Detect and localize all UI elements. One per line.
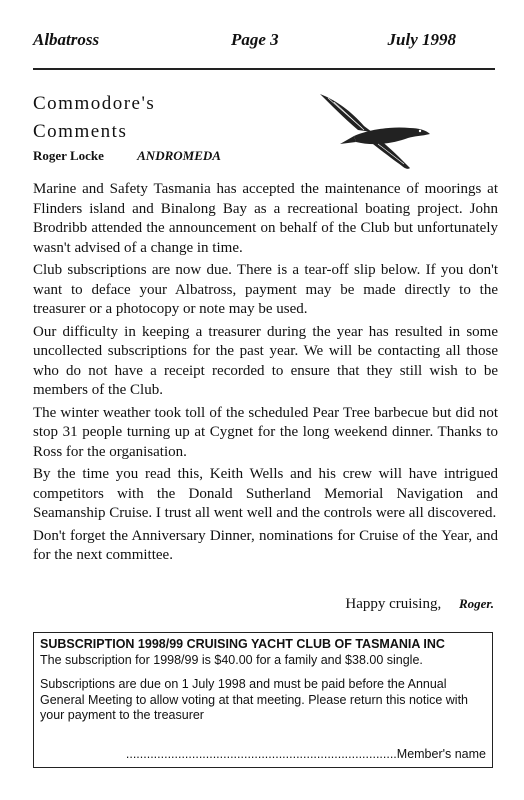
byline bbox=[33, 148, 221, 164]
closing-signoff bbox=[345, 596, 494, 613]
slip-fee-line: The subscription for 1998/99 is $40.00 for a family and $38.00 single. bbox=[40, 652, 423, 667]
publication-name: Albatross bbox=[33, 30, 100, 49]
article-title bbox=[33, 90, 293, 146]
page-number: Page 3 bbox=[231, 30, 279, 49]
article-body bbox=[33, 180, 498, 569]
slip-due-text: Subscriptions are due on 1 July 1998 and must be paid before the Annual General Meeting to allow voting at that meeting. Please return this notice with your payment to the treasurer bbox=[40, 677, 469, 722]
issue-date: July 1998 bbox=[387, 30, 456, 49]
subscription-slip bbox=[33, 632, 493, 768]
signature: Roger. bbox=[458, 596, 494, 611]
paragraph: Our difficulty in keeping a treasurer during the year has resulted in some uncollected subscriptions for the past year. We will be contacting all those who do not have a receipt recorded to ensure that they still wish to be members of the Club. bbox=[33, 323, 498, 398]
paragraph: The winter weather took toll of the scheduled Pear Tree barbecue but did not stop 31 people turning up at Cygnet for the long weekend dinner. Thanks to Ross for the organisation. bbox=[33, 404, 498, 460]
member-name-field[interactable]: ..............................................................................Member's name bbox=[125, 746, 486, 761]
boat-name: ANDROMEDA bbox=[137, 148, 221, 163]
albatross-bird-icon bbox=[318, 92, 438, 172]
paragraph: Marine and Safety Tasmania has accepted the maintenance of moorings at Flinders island and Binalong Bay as a recreational boating project. John Brodribb attended the announcement on behalf of the Club but unfortunately wasn't advised of a change in time. bbox=[33, 181, 498, 256]
paragraph: Don't forget the Anniversary Dinner, nominations for Cruise of the Year, and for the next committee. bbox=[33, 527, 498, 563]
page-header bbox=[33, 30, 494, 56]
closing-text: Happy cruising, bbox=[345, 596, 442, 612]
header-divider bbox=[33, 68, 495, 70]
paragraph: Club subscriptions are now due. There is a tear-off slip below. If you don't want to deface your Albatross, payment may be made directly to the treasurer or a photocopy or note may be used. bbox=[33, 262, 498, 317]
slip-title: SUBSCRIPTION 1998/99 CRUISING YACHT CLUB OF TASMANIA INC bbox=[40, 637, 445, 651]
title-line-2: Comments bbox=[33, 121, 128, 142]
paragraph: By the time you read this, Keith Wells and his crew will have intrigued competitors with the Donald Sutherland Memorial Navigation and Seamanship Cruise. I trust all went well and the controls were all discovered. bbox=[33, 466, 498, 521]
author-name: Roger Locke bbox=[33, 148, 104, 163]
title-line-1: Commodore's bbox=[33, 93, 156, 114]
